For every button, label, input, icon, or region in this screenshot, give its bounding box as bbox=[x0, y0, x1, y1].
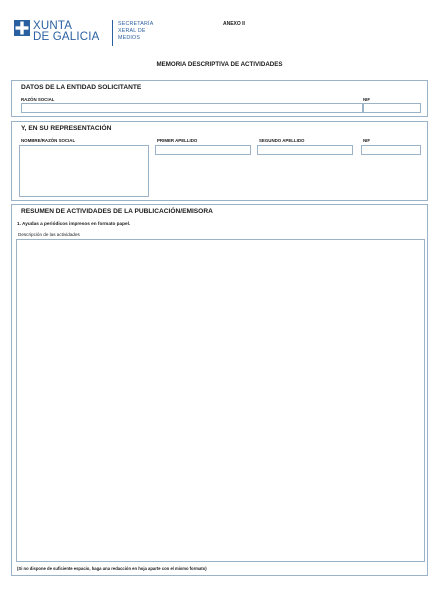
summary-section bbox=[11, 204, 428, 576]
entity-nif-input[interactable] bbox=[363, 103, 421, 113]
summary-subtitle: 1. Ayudas a periódicos impresos en formato papel. bbox=[17, 221, 131, 226]
galicia-cross-icon bbox=[14, 20, 30, 36]
entity-section bbox=[11, 80, 428, 117]
summary-section-title: RESUMEN DE ACTIVIDADES DE LA PUBLICACIÓN/EMISORA bbox=[21, 208, 213, 215]
second-surname-input[interactable] bbox=[257, 145, 353, 155]
org-name bbox=[33, 21, 100, 43]
entity-nif-label: NIF bbox=[363, 97, 371, 102]
annex-label: ANEXO II bbox=[223, 21, 245, 27]
second-surname-label: SEGUNDO APELLIDO bbox=[259, 138, 305, 143]
activities-description-label: Descripción de las actividades bbox=[18, 232, 80, 237]
org-name-line2: DE GALICIA bbox=[33, 31, 100, 43]
department-line3: MEDIOS bbox=[118, 34, 141, 41]
department-line2: XERAL DE bbox=[118, 27, 146, 34]
activities-description-textarea[interactable] bbox=[16, 239, 425, 562]
logo-divider bbox=[112, 20, 113, 46]
first-surname-label: PRIMER APELLIDO bbox=[157, 138, 198, 143]
rep-nif-label: NIF bbox=[363, 138, 371, 143]
department-line1: SECRETARÍA bbox=[118, 21, 154, 27]
business-name-label: RAZÓN SOCIAL bbox=[21, 97, 55, 102]
entity-section-title: DATOS DE LA ENTIDAD SOLICITANTE bbox=[21, 84, 142, 91]
rep-name-label: NOMBRE/RAZÓN SOCIAL bbox=[21, 138, 76, 143]
rep-name-input[interactable] bbox=[19, 145, 149, 197]
org-name-line1: XUNTA bbox=[33, 20, 73, 32]
xunta-logo bbox=[14, 18, 154, 48]
business-name-input[interactable] bbox=[21, 103, 363, 113]
department-name bbox=[118, 21, 153, 41]
representative-section bbox=[11, 121, 428, 201]
representative-section-title: Y, EN SU REPRESENTACIÓN bbox=[21, 125, 112, 132]
document-title: MEMORIA DESCRIPTIVA DE ACTIVIDADES bbox=[156, 61, 283, 68]
rep-nif-input[interactable] bbox=[361, 145, 421, 155]
first-surname-input[interactable] bbox=[155, 145, 251, 155]
space-note: (Si no dispone de suficiente espacio, haga una redacción en hoja aparte con el mismo formato) bbox=[17, 566, 207, 571]
